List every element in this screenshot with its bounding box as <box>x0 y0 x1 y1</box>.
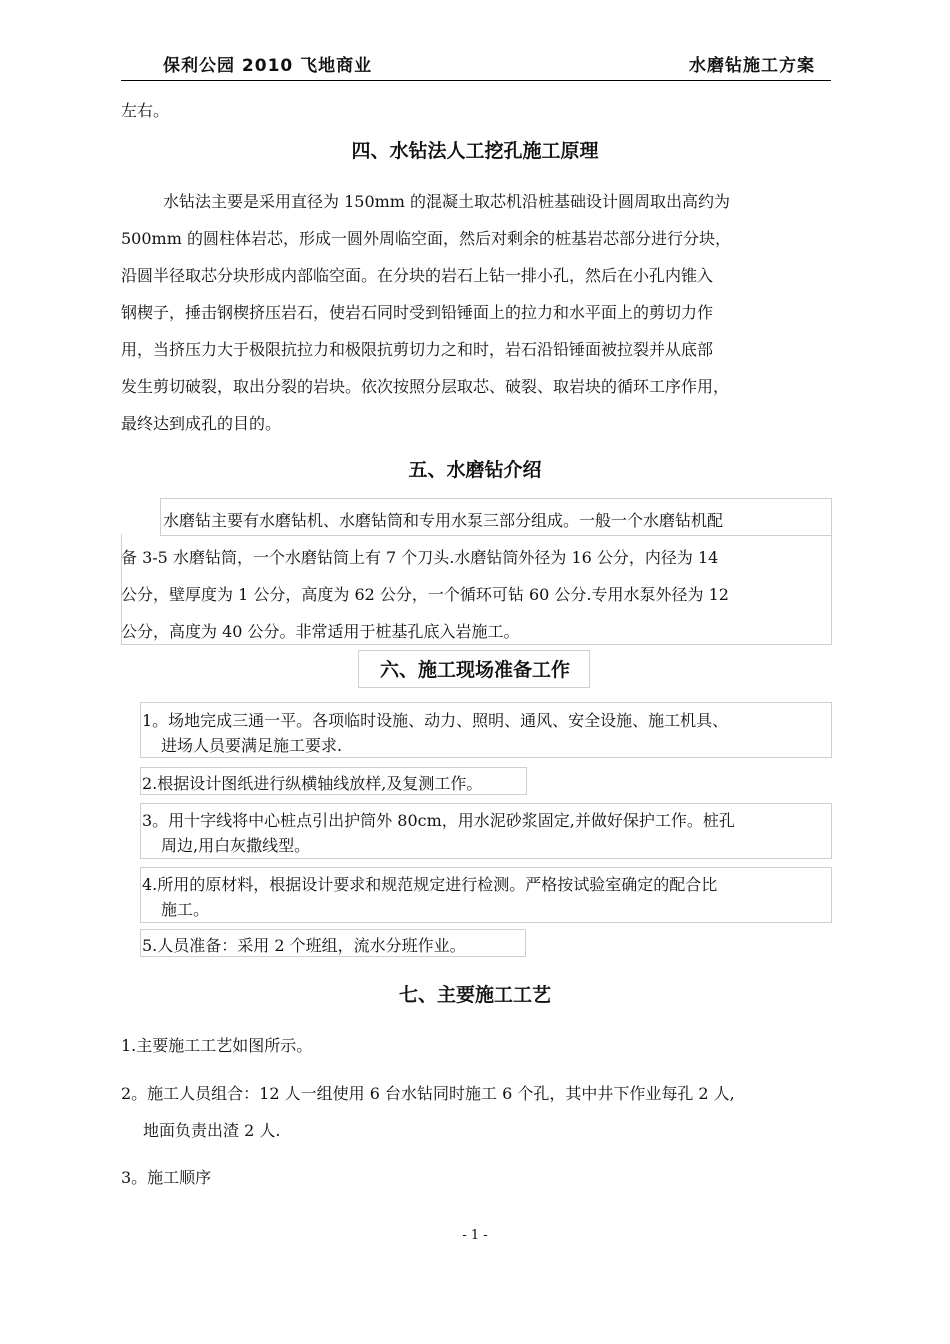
section-4-line: 钢楔子，捶击钢楔挤压岩石，使岩石同时受到铅锤面上的拉力和水平面上的剪切力作 <box>121 303 714 322</box>
section-5-line: 备 3-5 水磨钻筒，一个水磨钻筒上有 7 个刀头.水磨钻筒外径为 16 公分，内径为 14 <box>121 548 719 567</box>
list-item: 5.人员准备：采用 2 个班组，流水分班作业。 <box>142 936 466 955</box>
page-header <box>121 48 831 81</box>
intro-tail-text: 左右。 <box>121 101 170 120</box>
section-5-line: 公分，壁厚度为 1 公分，高度为 62 公分，一个循环可钻 60 公分.专用水泵外径为 12 <box>121 585 729 604</box>
list-item: 4.所用的原材料，根据设计要求和规范规定进行检测。严格按试验室确定的配合比 <box>142 875 718 894</box>
list-item: 1。场地完成三通一平。各项临时设施、动力、照明、通风、安全设施、施工机具、 <box>142 711 729 730</box>
section-4-line: 用，当挤压力大于极限抗拉力和极限抗剪切力之和时，岩石沿铅锤面被拉裂并从底部 <box>121 340 714 359</box>
list-item-continuation: 施工。 <box>161 900 210 919</box>
list-item: 3。用十字线将中心桩点引出护筒外 80cm，用水泥砂浆固定,并做好保护工作。桩孔 <box>142 811 735 830</box>
section-7-item: 2。施工人员组合：12 人一组使用 6 台水钻同时施工 6 个孔，其中井下作业每孔 2 人, <box>121 1084 735 1103</box>
section-7-item: 1.主要施工工艺如图所示。 <box>121 1036 313 1055</box>
list-item-continuation: 周边,用白灰撒线型。 <box>161 836 311 855</box>
section-4-line: 沿圆半径取芯分块形成内部临空面。在分块的岩石上钻一排小孔，然后在小孔内锥入 <box>121 266 714 285</box>
section-4-line: 最终达到成孔的目的。 <box>121 414 282 433</box>
header-document-title: 水磨钻施工方案 <box>689 56 815 76</box>
section-6-title: 六、施工现场准备工作 <box>379 659 570 681</box>
section-4-line: 500mm 的圆柱体岩芯，形成一圆外周临空面，然后对剩余的桩基岩芯部分进行分块， <box>121 229 731 248</box>
section-7-item-continuation: 地面负责出渣 2 人. <box>143 1121 281 1140</box>
section-5-line: 水磨钻主要有水磨钻机、水磨钻筒和专用水泵三部分组成。一般一个水磨钻机配 <box>163 511 724 530</box>
section-5-title: 五、水磨钻介绍 <box>408 459 542 481</box>
section-7-item: 3。施工顺序 <box>121 1168 212 1187</box>
page-number: - 1 - <box>462 1228 488 1243</box>
list-item-continuation: 进场人员要满足施工要求. <box>161 736 343 755</box>
section-4-line: 水钻法主要是采用直径为 150mm 的混凝土取芯机沿桩基础设计圆周取出高约为 <box>163 192 731 211</box>
section-4-title: 四、水钻法人工挖孔施工原理 <box>351 140 599 162</box>
section-4-line: 发生剪切破裂，取出分裂的岩块。依次按照分层取芯、破裂、取岩块的循环工序作用， <box>121 377 730 396</box>
header-project-name: 保利公园 2010 飞地商业 <box>163 56 373 76</box>
list-item: 2.根据设计图纸进行纵横轴线放样,及复测工作。 <box>142 774 483 793</box>
section-7-title: 七、主要施工工艺 <box>398 984 551 1006</box>
section-5-line: 公分，高度为 40 公分。非常适用于桩基孔底入岩施工。 <box>121 622 520 641</box>
